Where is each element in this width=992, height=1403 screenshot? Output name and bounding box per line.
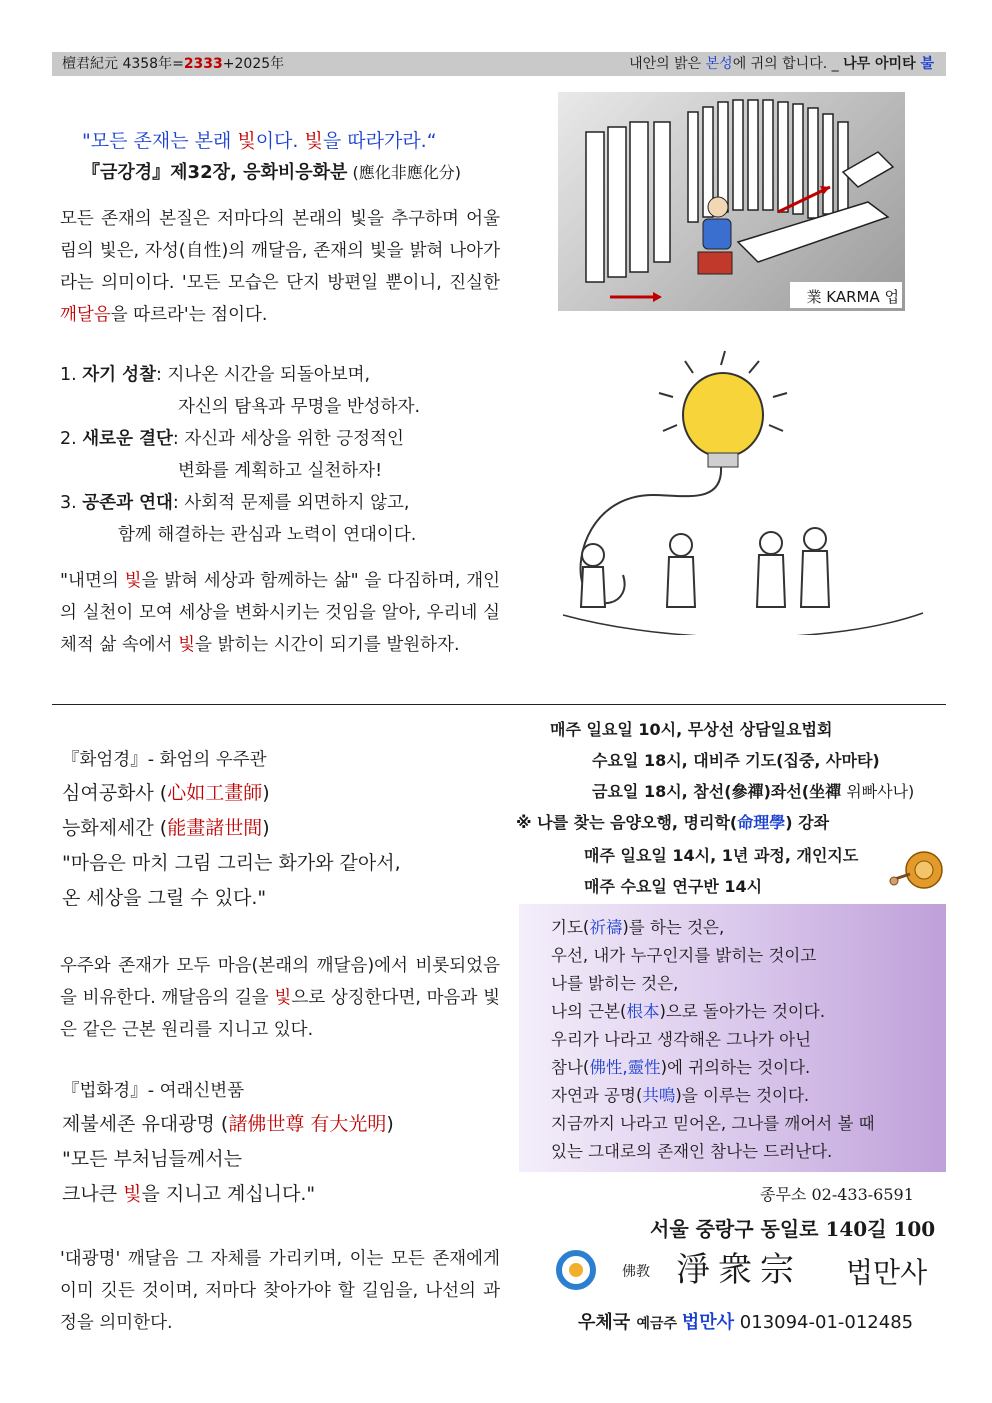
prayer-line: 나를 밝히는 것은,	[551, 974, 679, 993]
lightbulb-icon	[553, 345, 930, 635]
section-divider	[52, 704, 946, 705]
schedule-wednesday: 수요일 18시, 대비주 기도(집중, 사마타)	[592, 751, 880, 770]
karma-caption: 業 KARMA 업	[806, 288, 899, 306]
schedule-sunday: 매주 일요일 10시, 무상선 상담일요법회	[550, 720, 833, 739]
page-header	[52, 52, 946, 76]
schedule-friday: 금요일 18시, 참선(參禪)좌선(坐禪 위빠사나)	[592, 782, 915, 801]
lotus-line-1: 제불세존 유대광명 (諸佛世尊 有大光明)	[62, 1113, 394, 1135]
office-phone: 종무소 02-433-6591	[760, 1185, 914, 1204]
prayer-line: 자연과 공명(共鳴)을 이루는 것이다.	[551, 1086, 810, 1105]
prayer-line: 있는 그대로의 존재인 참나는 드러난다.	[551, 1142, 833, 1161]
hwaeom-line-3: "마음은 마치 그림 그리는 화가와 같아서,	[62, 852, 401, 874]
intro-paragraph: 모든 존재의 본질은 저마다의 본래의 빛을 추구하며 어울림의 빛은, 자성(自性)의 깨달음, 존재의 빛을 밝혀 나아가라는 의미이다. '모든 모습은 단지 방편일 뿐이니, 진실한 깨달음을 따르라'는 점이다.	[60, 209, 500, 325]
schedule-notice: ※ 나를 찾는 음양오행, 명리학(命理學) 강좌	[516, 813, 830, 832]
prayer-line: 우리가 나라고 생각해온 그나가 아닌	[551, 1030, 812, 1049]
prayer-line: 지금까지 나라고 믿어온, 그나를 깨어서 볼 때	[551, 1114, 875, 1133]
schedule-class-sunday: 매주 일요일 14시, 1년 과정, 개인지도	[584, 846, 859, 865]
header-motto: 내안의 밝은 본성에 귀의 합니다. _ 나무 아미타 불	[629, 56, 934, 72]
lotus-paragraph: '대광명' 깨달음 그 자체를 가리키며, 이는 모든 존재에게 이미 깃든 것이며, 저마다 찾아가야 할 길임을, 나선의 과정을 의미한다.	[60, 1249, 500, 1333]
temple-name: 법만사	[846, 1256, 928, 1289]
lightbulb-illustration	[553, 345, 930, 635]
buddhism-label: 佛教	[622, 1264, 650, 1280]
domino-icon	[558, 92, 905, 311]
lotus-line-3: 크나큰 빛을 지니고 계십니다."	[62, 1183, 316, 1205]
prayer-line: 나의 근본(根本)으로 돌아가는 것이다.	[551, 1002, 826, 1021]
temple-logo-icon	[556, 1250, 596, 1290]
temple-address: 서울 중랑구 동일로 140길 100	[650, 1217, 936, 1241]
prayer-line: 우선, 내가 누구인지를 밝히는 것이고	[551, 946, 817, 965]
list-item-2: 2. 새로운 결단: 자신과 세상을 위한 긍정적인	[60, 429, 404, 449]
prayer-box	[519, 904, 946, 1172]
lotus-title: 『법화경』- 여래신변품	[62, 1081, 245, 1101]
gong-icon	[888, 850, 946, 892]
hwaeom-line-4: 온 세상을 그릴 수 있다."	[62, 887, 267, 909]
quote-source: 『금강경』제32장, 응화비응화분 (應化非應化分)	[82, 162, 461, 183]
hwaeom-line-2: 능화제세간 (能畫諸世間)	[62, 817, 270, 839]
list-item-2-cont: 변화를 계획하고 실천하자!	[178, 461, 383, 481]
main-quote: "모든 존재는 본래 빛이다. 빛을 따라가라.“	[82, 130, 437, 152]
hwaeom-line-1: 심여공화사 (心如工畫師)	[62, 782, 270, 804]
prayer-line: 기도(祈禱)를 하는 것은,	[551, 918, 725, 937]
hwaeom-title: 『화엄경』- 화엄의 우주관	[62, 750, 267, 770]
karma-illustration	[558, 92, 905, 311]
prayer-line: 참나(佛性,靈性)에 귀의하는 것이다.	[551, 1058, 811, 1077]
schedule-class-wednesday: 매주 수요일 연구반 14시	[584, 877, 763, 896]
sect-name: 淨衆宗	[676, 1250, 802, 1290]
list-item-3-cont: 함께 해결하는 관심과 노력이 연대이다.	[118, 525, 417, 545]
list-item-3: 3. 공존과 연대: 사회적 문제를 외면하지 않고,	[60, 493, 410, 513]
list-item-1-cont: 자신의 탐욕과 무명을 반성하자.	[178, 397, 421, 417]
lotus-line-2: "모든 부처님들께서는	[62, 1148, 242, 1170]
hwaeom-paragraph: 우주와 존재가 모두 마음(본래의 깨달음)에서 비롯되었음을 비유한다. 깨달음의 길을 빛으로 상징한다면, 마음과 빛은 같은 근본 원리를 지니고 있다.	[60, 956, 500, 1040]
era-date: 檀君紀元 4358年=2333+2025年	[62, 56, 285, 72]
bank-account: 우체국 예금주 법만사 013094-01-012485	[578, 1312, 914, 1333]
resolution-paragraph: "내면의 빛을 밝혀 세상과 함께하는 삶" 을 다짐하며, 개인의 실천이 모여 세상을 변화시키는 것임을 알아, 우리네 실체적 삶 속에서 빛을 밝히는 시간이 되기를 발원하자.	[60, 571, 501, 655]
list-item-1: 1. 자기 성찰: 지나온 시간을 되돌아보며,	[60, 365, 371, 385]
